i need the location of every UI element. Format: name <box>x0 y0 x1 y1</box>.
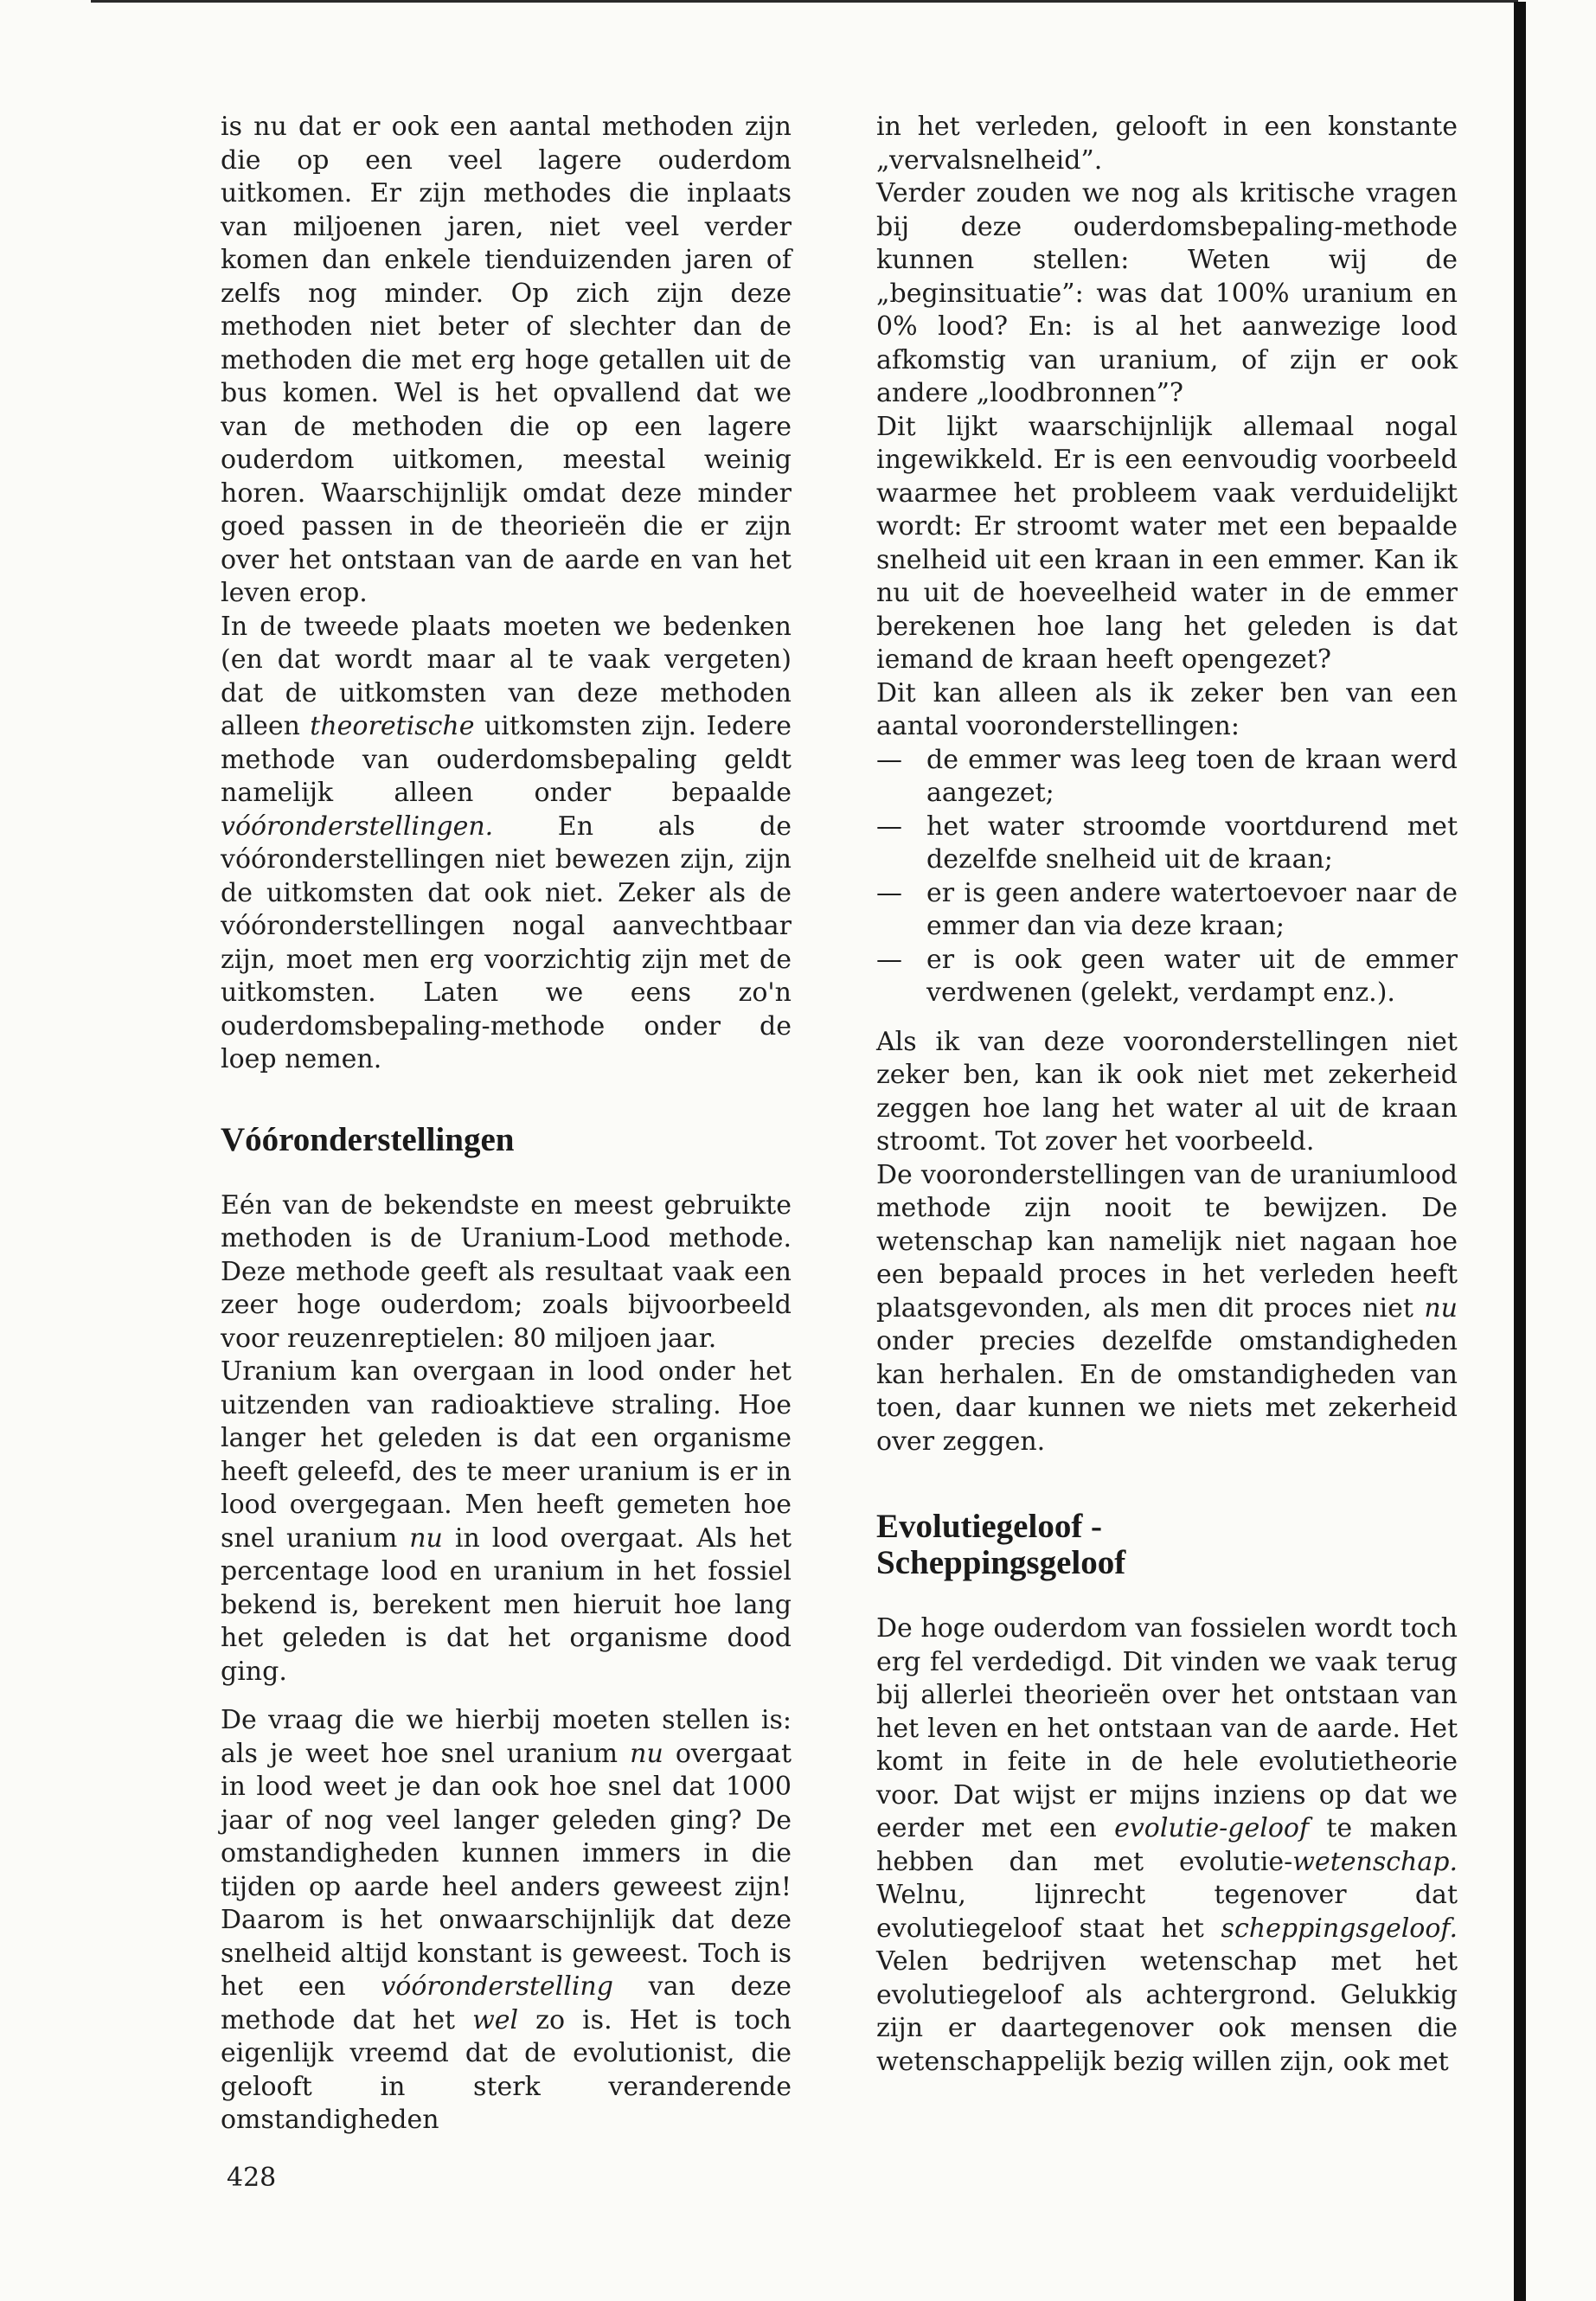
paragraph: In de tweede plaats moeten we bedenken (en dat wordt maar al te vaak vergeten) dat de uitkomsten van deze methoden alleen theoretische uitkomsten zijn. Iedere methode van ouderdomsbepaling geldt namelijk alleen onder bepaalde vóóronderstellingen. En als de vóóronderstellingen niet bewezen zijn, zijn de uitkomsten dat ook niet. Zeker als de vóóronderstellingen nogal aanvechtbaar zijn, moet men erg voorzichtig zijn met de uitkomsten. Laten we eens zo'n ouderdomsbepaling-methode onder de loep nemen. <box>221 611 792 1074</box>
paragraph: in het verleden, gelooft in een konstante „vervalsnelheid”. <box>876 112 1458 176</box>
page-number: 428 <box>227 2163 277 2193</box>
right-column <box>876 111 1458 2079</box>
list-item: — er is ook geen water uit de emmer verdwenen (gelekt, verdampt enz.). <box>876 944 1458 1010</box>
paragraph: De hoge ouderdom van fossielen wordt toch erg fel verdedigd. Dit vinden we vaak terug bij allerlei theorieën over het ontstaan van het leven en het ontstaan van de aarde. Het komt in feite in de hele evolutietheorie voor. Dat wijst er mijns inziens op dat we eerder met een evolutie-geloof te maken hebben dan met evolutie-wetenschap. Welnu, lijnrecht tegenover dat evolutiegeloof staat het scheppingsgeloof. Velen bedrijven wetenschap met het evolutiegeloof als achtergrond. Gelukkig zijn er daartegenover ook mensen die wetenschappelijk bezig willen zijn, ook met <box>876 1613 1458 2077</box>
section-heading: Evolutiegeloof - Scheppingsgeloof <box>876 1508 1126 1581</box>
paragraph: Uranium kan overgaan in lood onder het uitzenden van radioaktieve straling. Hoe langer het geleden is dat een organisme heeft geleefd, des te meer uranium is er in lood overgegaan. Men heeft gemeten hoe snel uranium nu in lood overgaat. Als het percentage lood en uranium in het fossiel bekend is, berekent men hieruit hoe lang het geleden is dat het organisme dood ging. <box>221 1356 792 1687</box>
dash-mark: — <box>876 877 902 908</box>
paragraph: Verder zouden we nog als kritische vragen bij deze ouderdomsbepaling-methode kunnen stellen: Weten wij de „beginsituatie”: was dat 100% uranium en 0% lood? En: is al het aanwezige lood afkomstig van uranium, of zijn er ook andere „loodbronnen”? <box>876 178 1458 408</box>
list-item: — het water stroomde voortdurend met dezelfde snelheid uit de kraan; <box>876 811 1458 877</box>
list-item: — de emmer was leeg toen de kraan werd aangezet; <box>876 744 1458 811</box>
dash-mark: — <box>876 944 902 975</box>
paragraph: De vooronderstellingen van de uraniumlood methode zijn nooit te bewijzen. De wetenschap kan namelijk niet nagaan hoe een bepaald proces in het verleden heeft plaatsgevonden, als men dit proces niet nu onder precies dezelfde omstandigheden kan herhalen. En de omstandigheden van toen, daar kunnen we niets met zekerheid over zeggen. <box>876 1159 1458 1457</box>
left-column <box>221 111 792 2138</box>
paragraph: Dit lijkt waarschijnlijk allemaal nogal ingewikkeld. Er is een eenvoudig voorbeeld waarmee het probleem vaak verduidelijkt wordt: Er stroomt water met een bepaalde snelheid uit een kraan in een emmer. Kan ik nu uit de hoeveelheid water in de emmer berekenen hoe lang het geleden is dat iemand de kraan heeft opengezet? <box>876 411 1458 675</box>
paragraph: Eén van de bekendste en meest gebruikte methoden is de Uranium-Lood methode. Deze methode geeft als resultaat vaak een zeer hoge ouderdom; zoals bijvoorbeeld voor reuzenreptielen: 80 miljoen jaar. <box>221 1189 792 1354</box>
paragraph: De vraag die we hierbij moeten stellen is: als je weet hoe snel uranium nu overgaat in lood weet je dan ook hoe snel dat 1000 jaar of nog veel langer geleden ging? De omstandigheden kunnen immers in die tijden op aarde heel anders geweest zijn! Daarom is het onwaarschijnlijk dat deze snelheid altijd konstant is geweest. Toch is het een vóóronderstelling van deze methode dat het wel zo is. Het is toch eigenlijk vreemd dat de evolutionist, die gelooft in sterk veranderende omstandigheden <box>221 1705 792 2135</box>
list-item: — er is geen andere watertoevoer naar de emmer dan via deze kraan; <box>876 877 1458 944</box>
dash-mark: — <box>876 744 902 775</box>
paragraph: is nu dat er ook een aantal methoden zijn die op een veel lagere ouderdom uitkomen. Er zijn methodes die inplaats van miljoenen jaren, niet veel verder komen dan enkele tienduizenden jaren of zelfs nog minder. Op zich zijn deze methoden niet beter of slechter dan de methoden die met erg hoge getallen uit de bus komen. Wel is het opvallend dat we van de methoden die op een lagere ouderdom uitkomen, meestal weinig horen. Waarschijnlijk omdat deze minder goed passen in de theorieën die er zijn over het ontstaan van de aarde en van het leven erop. <box>221 112 792 608</box>
section-heading: Vóóronderstellingen <box>221 1120 515 1158</box>
scan-edge-bar <box>1514 2 1526 2301</box>
top-rule <box>91 0 1518 3</box>
paragraph: Als ik van deze vooronderstellingen niet zeker ben, kan ik ook niet met zekerheid zeggen hoe lang het water al uit de kraan stroomt. Tot zover het voorbeeld. <box>876 1026 1458 1157</box>
paragraph: Dit kan alleen als ik zeker ben van een aantal vooronderstellingen: <box>876 677 1458 741</box>
dash-mark: — <box>876 811 902 842</box>
